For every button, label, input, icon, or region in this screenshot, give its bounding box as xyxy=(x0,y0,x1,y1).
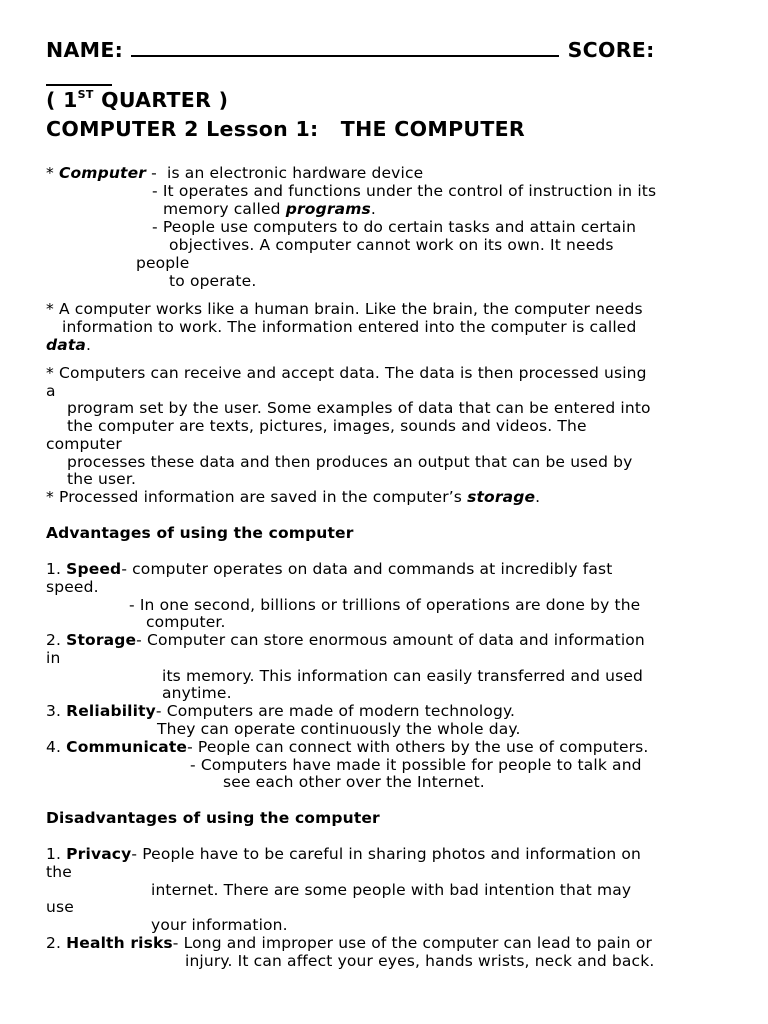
adv-reliability-line-1 xyxy=(46,702,515,720)
brain-l3-post: . xyxy=(86,336,92,354)
adv-storage-line-2: in xyxy=(46,649,61,667)
adv-communicate-line-3: see each other over the Internet. xyxy=(223,773,485,791)
l3-pre: memory called xyxy=(163,200,286,218)
l3-post: . xyxy=(370,200,376,218)
data-line-6: processes these data and then produces an output that can be used by xyxy=(67,453,633,471)
lesson-title: COMPUTER 2 Lesson 1: THE COMPUTER xyxy=(46,117,526,141)
health-risks-term: Health risks xyxy=(66,934,173,952)
name-label: NAME: xyxy=(46,38,124,62)
data-line-8 xyxy=(46,488,540,506)
advantages-heading: Advantages of using the computer xyxy=(46,524,354,542)
adv-storage-line-3: its memory. This information can easily transferred and used xyxy=(162,667,644,685)
speed-text: - computer operates on data and commands at incredibly fast xyxy=(121,560,613,578)
privacy-term: Privacy xyxy=(66,845,132,863)
data-line-3: program set by the user. Some examples of data that can be entered into xyxy=(67,399,651,417)
data-term: data xyxy=(46,336,87,354)
computer-def-line-5: objectives. A computer cannot work on its own. It needs xyxy=(169,236,614,254)
speed-term: Speed xyxy=(66,560,122,578)
reliability-term: Reliability xyxy=(66,702,156,720)
storage-post: . xyxy=(535,488,541,506)
brain-line-1: * A computer works like a human brain. Like the brain, the computer needs xyxy=(46,300,643,318)
adv-storage-line-1 xyxy=(46,631,645,649)
data-line-7: the user. xyxy=(67,470,137,488)
data-line-5: computer xyxy=(46,435,122,453)
computer-def-line-1 xyxy=(46,164,423,182)
storage-adv-term: Storage xyxy=(66,631,137,649)
adv-speed-line-2: speed. xyxy=(46,578,99,596)
storage-pre: * Processed information are saved in the computer’s xyxy=(46,488,468,506)
communicate-text: - People can connect with others by the use of computers. xyxy=(187,738,649,756)
reliability-text: - Computers are made of modern technology. xyxy=(155,702,516,720)
adv-communicate-line-2: - Computers have made it possible for people to talk and xyxy=(190,756,642,774)
adv-speed-line-3: - In one second, billions or trillions of operations are done by the xyxy=(129,596,641,614)
adv-num: 4. xyxy=(46,738,67,756)
quarter-sup: ST xyxy=(77,88,94,101)
adv-speed-line-1 xyxy=(46,560,612,578)
brain-line-2: information to work. The information entered into the computer is called xyxy=(62,318,637,336)
computer-def-line-3 xyxy=(163,200,376,218)
data-line-1: * Computers can receive and accept data. The data is then processed using xyxy=(46,364,647,382)
computer-term: Computer xyxy=(58,164,147,182)
disadvantages-heading: Disadvantages of using the computer xyxy=(46,809,380,827)
dis-privacy-line-1 xyxy=(46,845,641,863)
storage-term: storage xyxy=(467,488,536,506)
dis-health-line-2: injury. It can affect your eyes, hands wrists, neck and back. xyxy=(185,952,655,970)
adv-communicate-line-1 xyxy=(46,738,648,756)
adv-num: 2. xyxy=(46,631,67,649)
health-text: - Long and improper use of the computer can lead to pain or xyxy=(172,934,653,952)
bullet-star: * xyxy=(46,164,59,182)
communicate-term: Communicate xyxy=(66,738,188,756)
dis-privacy-line-4: use xyxy=(46,898,74,916)
computer-def-line-6: people xyxy=(136,254,190,272)
score-label: SCORE: xyxy=(567,38,655,62)
brain-line-3 xyxy=(46,336,91,354)
adv-reliability-line-2: They can operate continuously the whole day. xyxy=(157,720,521,738)
data-line-2: a xyxy=(46,382,56,400)
quarter-open: ( 1 xyxy=(46,87,78,112)
privacy-text: - People have to be careful in sharing photos and information on xyxy=(131,845,642,863)
data-line-4: the computer are texts, pictures, images, sounds and videos. The xyxy=(67,417,587,435)
dis-num: 1. xyxy=(46,845,67,863)
dis-privacy-line-2: the xyxy=(46,863,72,881)
adv-num: 3. xyxy=(46,702,67,720)
dis-privacy-line-3: internet. There are some people with bad intention that may xyxy=(151,881,632,899)
quarter-heading xyxy=(46,84,228,112)
dis-health-line-1 xyxy=(46,934,652,952)
quarter-close: QUARTER ) xyxy=(93,87,229,112)
adv-num: 1. xyxy=(46,560,67,578)
computer-def-text: - is an electronic hardware device xyxy=(146,164,424,182)
programs-term: programs xyxy=(285,200,371,218)
dis-privacy-line-5: your information. xyxy=(151,916,288,934)
computer-def-line-7: to operate. xyxy=(169,272,257,290)
computer-def-line-2: - It operates and functions under the control of instruction in its xyxy=(152,182,657,200)
name-score-line xyxy=(46,38,655,62)
adv-speed-line-4: computer. xyxy=(146,613,226,631)
storage-adv-text: - Computer can store enormous amount of data and information xyxy=(136,631,645,649)
name-blank xyxy=(131,39,559,57)
adv-storage-line-4: anytime. xyxy=(162,684,232,702)
computer-def-line-4: - People use computers to do certain tasks and attain certain xyxy=(152,218,637,236)
dis-num: 2. xyxy=(46,934,67,952)
